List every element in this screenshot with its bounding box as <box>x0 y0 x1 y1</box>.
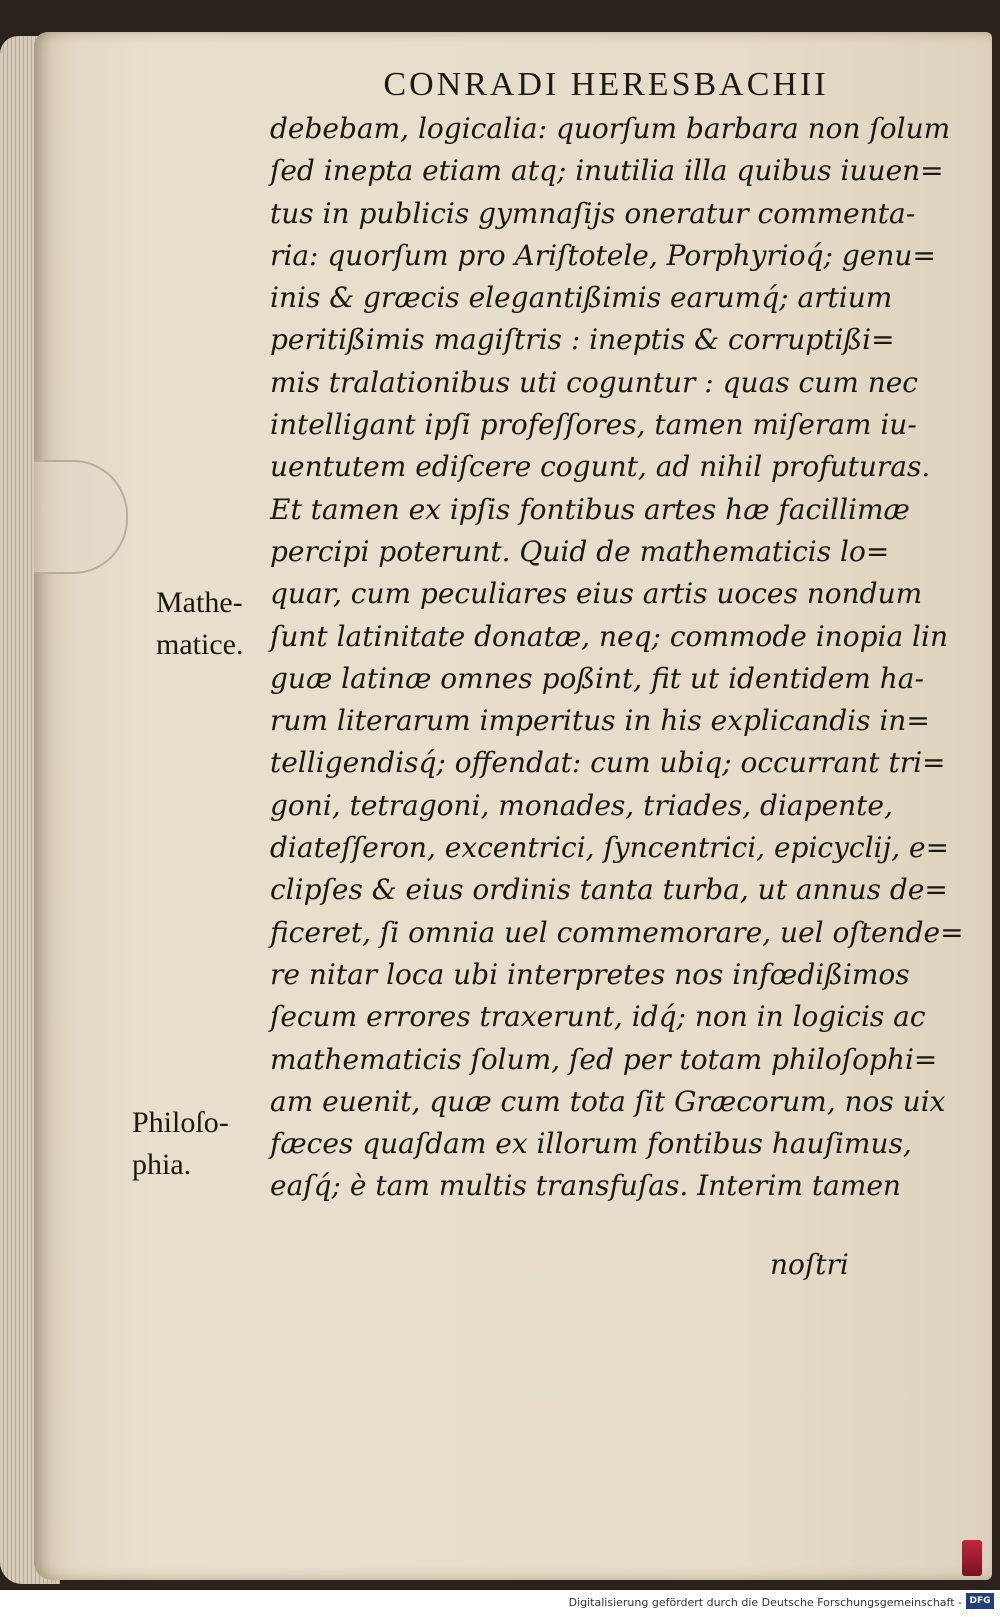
bookmark-ribbon <box>962 1540 982 1576</box>
dfg-logo: DFG <box>966 1593 994 1609</box>
text-line: Et tamen ex ipſis fontibus artes hæ facillimæ <box>270 492 910 526</box>
text-line: intelligant ipſi profeſſores, tamen miſeram iu- <box>270 408 917 442</box>
text-line: diateſſeron, excentrici, ſyncentrici, epicyclij, e= <box>270 831 950 865</box>
text-line: fæces quaſdam ex illorum fontibus hauſimus, <box>270 1127 912 1161</box>
text-line: goni, tetragoni, monades, triades, diapente, <box>270 788 893 822</box>
text-line: telligendisq́; offendat: cum ubiq; occurrant tri= <box>270 746 946 780</box>
footer-bar <box>0 1590 1000 1617</box>
text-line: ſunt latinitate donatæ, neq; commode inopia lin <box>270 619 948 653</box>
body-text <box>270 108 964 1208</box>
text-line: ſed inepta etiam atq; inutilia illa quibus iuuen= <box>270 154 944 188</box>
text-line: ficeret, ſi omnia uel commemorare, uel oſtende= <box>270 915 964 949</box>
text-line: quar, cum peculiares eius artis uoces nondum <box>270 577 923 611</box>
text-line: mis tralationibus uti coguntur : quas cum nec <box>270 365 918 399</box>
text-line: peritißimis magiſtris : ineptis & corruptißi= <box>270 323 895 357</box>
text-line: debebam, logicalia: quorſum barbara non ſolum <box>270 112 951 145</box>
marginal-note-philosophia: Philoſo- phia. <box>132 1106 229 1181</box>
footer-credit: Digitalisierung gefördert durch die Deutsche Forschungsgemeinschaft - <box>568 1596 962 1609</box>
text-line: mathematicis ſolum, ſed per totam philoſophi= <box>270 1042 938 1076</box>
text-line: uentutem ediſcere cogunt, ad nihil profuturas. <box>270 450 931 484</box>
text-line: clipſes & eius ordinis tanta turba, ut annus de= <box>270 873 948 907</box>
text-line: percipi poterunt. Quid de mathematicis lo= <box>270 534 890 568</box>
catchword: noſtri <box>770 1248 849 1281</box>
text-line: ria: quorſum pro Ariſtotele, Porphyrioq́; genu= <box>270 238 936 272</box>
running-head: CONRADI HERESBACHII <box>383 66 829 103</box>
text-line: rum literarum imperitus in his explicandis in= <box>270 704 930 738</box>
text-line: tus in publicis gymnaſijs oneratur commenta- <box>270 196 916 230</box>
text-line: re nitar loca ubi interpretes nos infœdißimos <box>270 957 910 991</box>
text-line: guæ latinæ omnes poßint, fit ut identidem ha- <box>270 661 924 695</box>
text-line: am euenit, quæ cum tota ſit Græcorum, nos uix <box>270 1084 946 1118</box>
marginal-note-mathematice: Mathe- matice. <box>156 586 244 661</box>
text-line: ſecum errores traxerunt, idq́; non in logicis ac <box>270 1000 926 1034</box>
page-tab <box>34 460 128 574</box>
text-line: eaſq́; è tam multis transfuſas. Interim tamen <box>270 1169 901 1203</box>
text-line: inis & græcis elegantißimis earumq́; artium <box>270 281 893 315</box>
